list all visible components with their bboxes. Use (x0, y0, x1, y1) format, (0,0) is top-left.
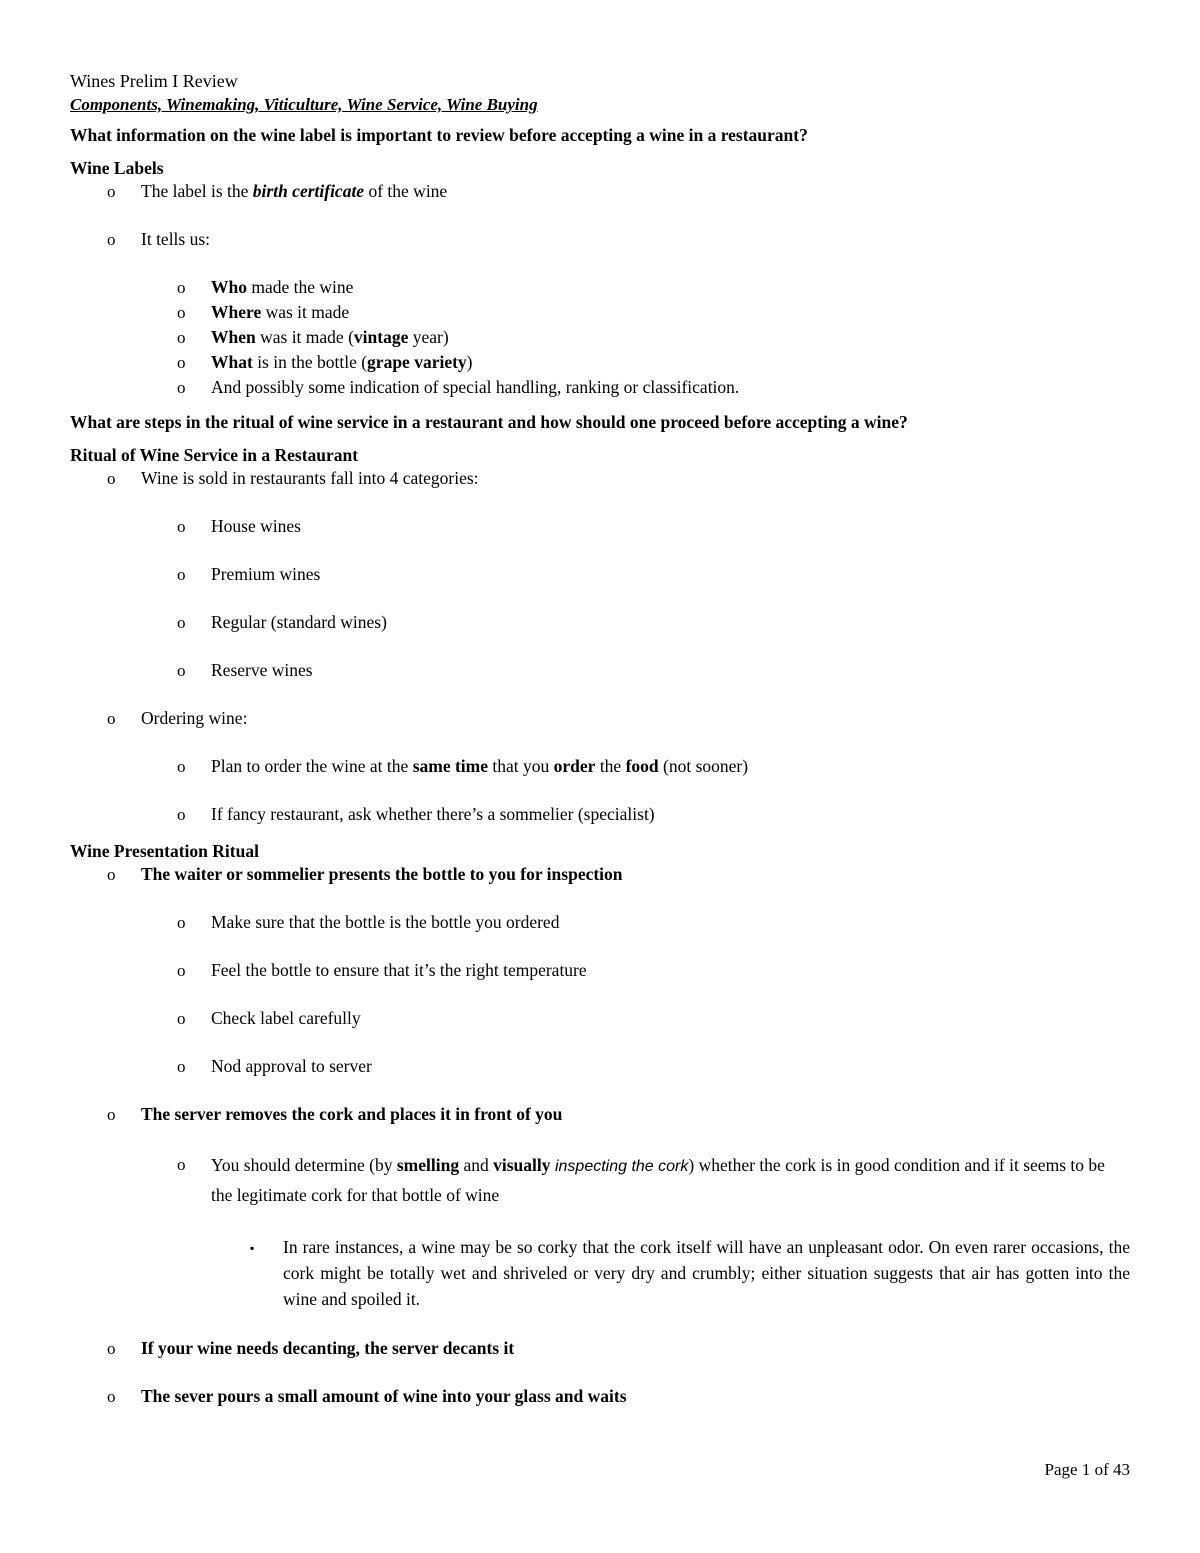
circle-bullet-icon: o (107, 1105, 116, 1124)
circle-bullet-icon: o (107, 709, 116, 728)
circle-bullet-icon: o (177, 913, 186, 932)
circle-bullet-icon: o (177, 757, 186, 776)
circle-bullet-icon: o (107, 1339, 116, 1358)
document-title: Wines Prelim I Review (70, 71, 238, 91)
circle-bullet-icon: o (177, 1057, 186, 1076)
list-item: o Where was it made (177, 302, 350, 322)
circle-bullet-icon: o (177, 353, 186, 372)
list-item: o The sever pours a small amount of wine into your glass and waits (107, 1386, 627, 1406)
heading-ritual: Ritual of Wine Service in a Restaurant (70, 445, 359, 465)
list-item: o Premium wines (177, 564, 321, 584)
list-item: o The label is the birth certificate of the wine (107, 181, 448, 201)
question-wine-service: What are steps in the ritual of wine service in a restaurant and how should one proceed before accepting a wine? (70, 412, 908, 432)
list-item: o The server removes the cork and places it in front of you (107, 1104, 563, 1124)
circle-bullet-icon: o (177, 303, 186, 322)
list-item: o It tells us: (107, 229, 211, 249)
list-item: o Reserve wines (177, 660, 313, 680)
circle-bullet-icon: o (177, 613, 186, 632)
circle-bullet-icon: o (107, 230, 116, 249)
circle-bullet-icon: o (107, 182, 116, 201)
circle-bullet-icon: o (177, 278, 186, 297)
list-item: o Nod approval to server (177, 1056, 372, 1076)
list-item: o The waiter or sommelier presents the bottle to you for inspection (107, 864, 623, 884)
document-subtitle: Components, Winemaking, Viticulture, Wine Service, Wine Buying (70, 95, 538, 114)
list-item: o And possibly some indication of special handling, ranking or classification. (177, 377, 740, 397)
circle-bullet-icon: o (177, 805, 186, 824)
circle-bullet-icon: o (177, 661, 186, 680)
circle-bullet-icon: o (177, 378, 186, 397)
list-item: o Check label carefully (177, 1008, 361, 1028)
list-item: o What is in the bottle (grape variety) (177, 352, 473, 372)
heading-presentation: Wine Presentation Ritual (70, 841, 259, 861)
circle-bullet-icon: o (107, 469, 116, 488)
circle-bullet-icon: o (177, 328, 186, 347)
list-item: ▪ In rare instances, a wine may be so corky that the cork itself will have an unpleasant odor. On even rarer occasions, the cork might be totally wet and shriveled or very dry and crumbly; either situation suggests that air has gotten into the wine and spoiled it. (250, 1237, 1130, 1309)
list-item: o Who made the wine (177, 277, 354, 297)
square-bullet-icon: ▪ (250, 1241, 255, 1255)
list-item: o When was it made (vintage year) (177, 327, 449, 347)
list-item: o Plan to order the wine at the same time that you order the food (not sooner) (177, 756, 749, 776)
list-item: o House wines (177, 516, 301, 536)
list-item: o If fancy restaurant, ask whether there’s a sommelier (specialist) (177, 804, 655, 824)
question-wine-label: What information on the wine label is important to review before accepting a wine in a restaurant? (70, 125, 808, 145)
circle-bullet-icon: o (177, 961, 186, 980)
circle-bullet-icon: o (107, 1387, 116, 1406)
list-item: o You should determine (by smelling and visually inspecting the cork) whether the cork is in good condition and if it seems to be the legitimate cork for that bottle of wine (70, 1151, 1130, 1209)
circle-bullet-icon: o (177, 517, 186, 536)
list-item: o Ordering wine: (107, 708, 248, 728)
page-number: Page 1 of 43 (1044, 1460, 1130, 1479)
circle-bullet-icon: o (177, 1009, 186, 1028)
list-item: o Feel the bottle to ensure that it’s the right temperature (177, 960, 587, 980)
list-item: o Wine is sold in restaurants fall into 4 categories: (107, 468, 479, 488)
document-page (70, 70, 1130, 1408)
list-item: o Make sure that the bottle is the bottle you ordered (177, 912, 560, 932)
heading-wine-labels: Wine Labels (70, 158, 164, 178)
list-item: o Regular (standard wines) (177, 612, 387, 632)
circle-bullet-icon: o (107, 865, 116, 884)
circle-bullet-icon: o (177, 565, 186, 584)
list-item: o If your wine needs decanting, the server decants it (107, 1338, 515, 1358)
circle-bullet-icon: o (177, 1155, 186, 1174)
